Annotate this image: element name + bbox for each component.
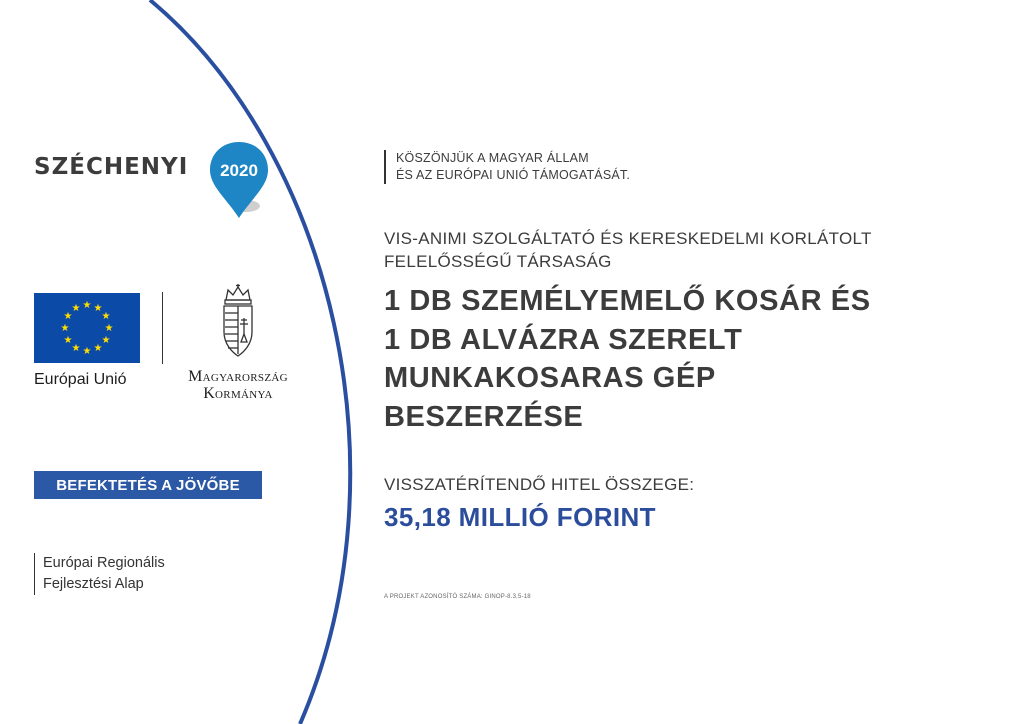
svg-text:★: ★ xyxy=(71,303,81,314)
logo-divider xyxy=(162,292,163,364)
company-name xyxy=(384,227,872,273)
szechenyi-2020-logo xyxy=(34,140,274,220)
svg-text:★: ★ xyxy=(82,346,92,357)
company-name-line2: FELELŐSSÉGŰ TÁRSASÁG xyxy=(384,252,612,271)
hungarian-coat-of-arms-icon xyxy=(218,284,258,362)
svg-text:★: ★ xyxy=(101,311,111,322)
svg-text:★: ★ xyxy=(63,335,73,346)
project-id: A PROJEKT AZONOSÍTÓ SZÁMA: GINOP-8.3.5-18 xyxy=(384,594,531,600)
government-label xyxy=(172,368,304,402)
eu-flag-icon xyxy=(34,293,140,363)
szechenyi-logo-word: SZÉCHENYI xyxy=(34,154,189,180)
government-label-line2: Kormánya xyxy=(203,385,273,402)
svg-text:★: ★ xyxy=(82,300,92,311)
loan-label: VISSZATÉRÍTENDŐ HITEL ÖSSZEGE: xyxy=(384,475,695,494)
thanks-line1: KÖSZÖNJÜK A MAGYAR ÁLLAM xyxy=(396,151,589,165)
thanks-line2: ÉS AZ EURÓPAI UNIÓ TÁMOGATÁSÁT. xyxy=(396,168,631,182)
project-title-line4: BESZERZÉSE xyxy=(384,400,584,433)
svg-text:★: ★ xyxy=(63,311,73,322)
svg-text:★: ★ xyxy=(93,343,103,354)
map-pin-icon xyxy=(206,140,272,222)
fund-name-line1: Európai Regionális xyxy=(43,555,165,571)
svg-text:★: ★ xyxy=(71,343,81,354)
government-label-line1: Magyarország xyxy=(188,368,288,385)
investment-banner: BEFEKTETÉS A JÖVŐBE xyxy=(34,471,262,499)
project-title-line1: 1 DB SZEMÉLYEMELŐ KOSÁR ÉS xyxy=(384,285,871,317)
company-name-line1: VIS-ANIMI SZOLGÁLTATÓ ÉS KERESKEDELMI KORLÁTOLT xyxy=(384,229,872,248)
fund-name-line2: Fejlesztési Alap xyxy=(43,576,144,592)
svg-text:★: ★ xyxy=(60,323,70,334)
thanks-text xyxy=(384,150,630,184)
szechenyi-logo-year: 2020 xyxy=(220,161,258,180)
loan-amount: 35,18 MILLIÓ FORINT xyxy=(384,502,656,532)
eu-label: Európai Unió xyxy=(34,371,127,388)
fund-name xyxy=(34,553,165,595)
project-title xyxy=(384,282,871,436)
project-title-line2: 1 DB ALVÁZRA SZERELT xyxy=(384,323,743,356)
project-title-line3: MUNKAKOSARAS GÉP xyxy=(384,362,716,394)
svg-text:★: ★ xyxy=(104,323,114,334)
svg-text:★: ★ xyxy=(101,335,111,346)
svg-text:★: ★ xyxy=(93,303,103,314)
